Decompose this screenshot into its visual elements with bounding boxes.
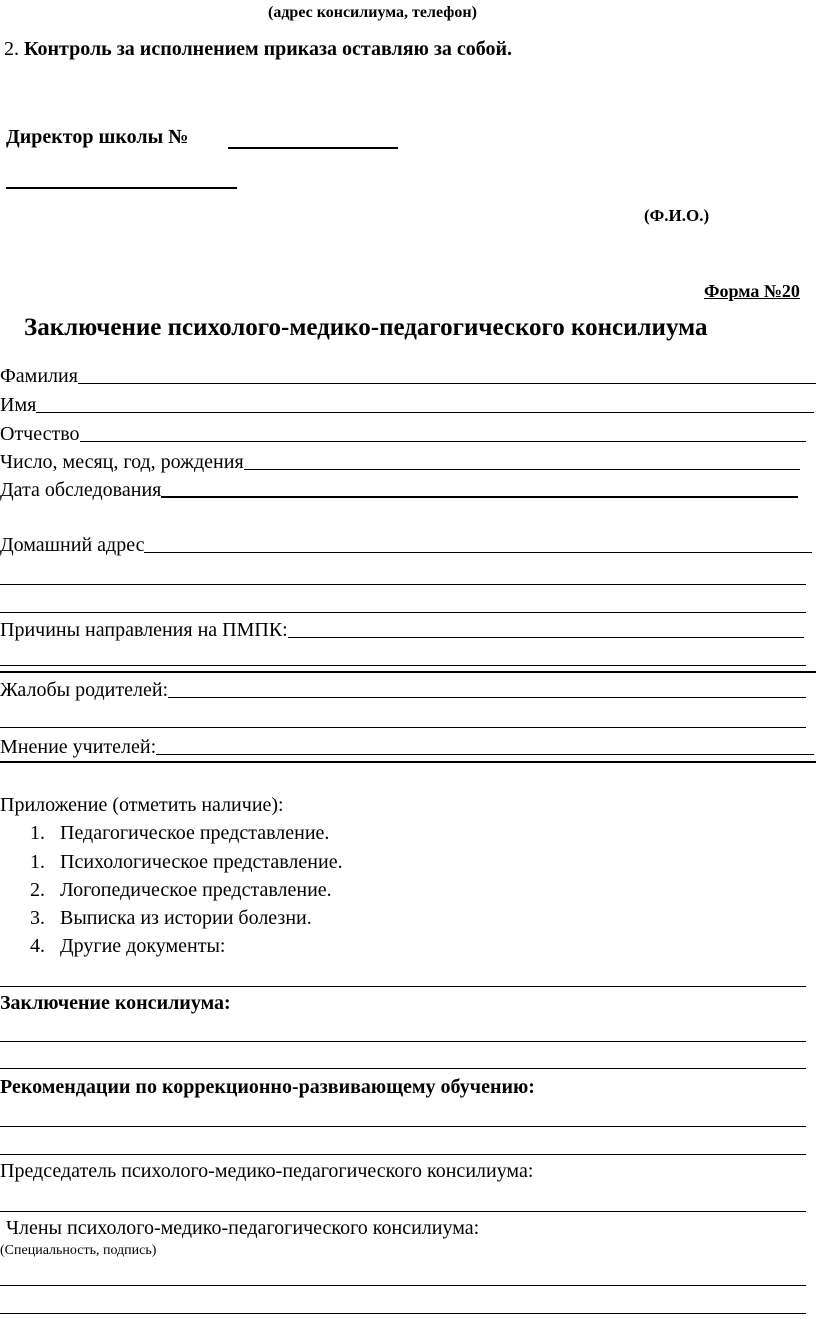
chairman-label: Председатель психолого-медико-педагогического консилиума: <box>0 1160 534 1182</box>
header-note: (адрес консилиума, телефон) <box>268 4 477 21</box>
address-line-3[interactable] <box>0 612 806 613</box>
appendix-item: 4. Другие документы: <box>30 935 226 957</box>
reasons-label: Причины направления на ПМПК: <box>0 619 288 641</box>
director-school-line <box>228 147 398 149</box>
appendix-item: 3. Выписка из истории болезни. <box>30 907 312 929</box>
appendix-line[interactable] <box>0 986 806 987</box>
surname-field[interactable] <box>0 362 816 388</box>
control-number: 2. <box>4 38 19 60</box>
teachers-label: Мнение учителей: <box>0 736 157 758</box>
director-label: Директор школы № <box>6 126 189 148</box>
appendix-item: 2. Логопедическое представление. <box>30 879 332 901</box>
chairman-line[interactable] <box>0 1211 806 1212</box>
conclusion-line-1[interactable] <box>0 1041 806 1042</box>
exam-date-field[interactable] <box>0 476 798 502</box>
recommendations-label: Рекомендации по коррекционно-развивающему обучению: <box>0 1076 535 1098</box>
control-clause <box>4 38 512 61</box>
address-line-2[interactable] <box>0 584 806 585</box>
name-field[interactable] <box>0 391 814 417</box>
doc-title: Заключение психолого-медико-педагогического консилиума <box>24 314 708 341</box>
address-label: Домашний адрес <box>0 534 145 556</box>
name-label: Имя <box>0 394 37 416</box>
recommendations-line-2[interactable] <box>0 1154 806 1155</box>
section-divider-2 <box>0 761 816 763</box>
birth-label: Число, месяц, год, рождения <box>0 451 244 473</box>
recommendations-line-1[interactable] <box>0 1126 806 1127</box>
appendix-heading: Приложение (отметить наличие): <box>0 794 284 816</box>
parents-line-2[interactable] <box>0 727 806 728</box>
form-number: Форма №20 <box>704 281 800 301</box>
conclusion-label: Заключение консилиума: <box>0 992 231 1014</box>
appendix-item: 1. Педагогическое представление. <box>30 822 330 844</box>
teachers-field[interactable] <box>0 733 814 759</box>
control-text: Контроль за исполнением приказа оставляю за собой. <box>24 38 513 60</box>
appendix-item: 1. Психологическое представление. <box>30 851 343 873</box>
reasons-field[interactable] <box>0 616 804 642</box>
members-line-2[interactable] <box>0 1313 806 1314</box>
parents-label: Жалобы родителей: <box>0 679 169 701</box>
birth-field[interactable] <box>0 448 800 474</box>
patronymic-label: Отчество <box>0 423 80 445</box>
conclusion-line-2[interactable] <box>0 1068 806 1069</box>
members-label: Члены психолого-медико-педагогического консилиума: <box>6 1217 480 1239</box>
director-name-line <box>6 187 237 189</box>
members-note: (Специальность, подпись) <box>0 1243 157 1258</box>
reasons-line-2[interactable] <box>0 665 806 666</box>
surname-label: Фамилия <box>0 365 78 387</box>
exam-date-label: Дата обследования <box>0 479 162 501</box>
patronymic-field[interactable] <box>0 420 806 446</box>
address-field[interactable] <box>0 531 812 557</box>
parents-field[interactable] <box>0 676 806 702</box>
fio-label: (Ф.И.О.) <box>644 206 710 225</box>
members-line-1[interactable] <box>0 1285 806 1286</box>
section-divider-1 <box>0 671 816 673</box>
